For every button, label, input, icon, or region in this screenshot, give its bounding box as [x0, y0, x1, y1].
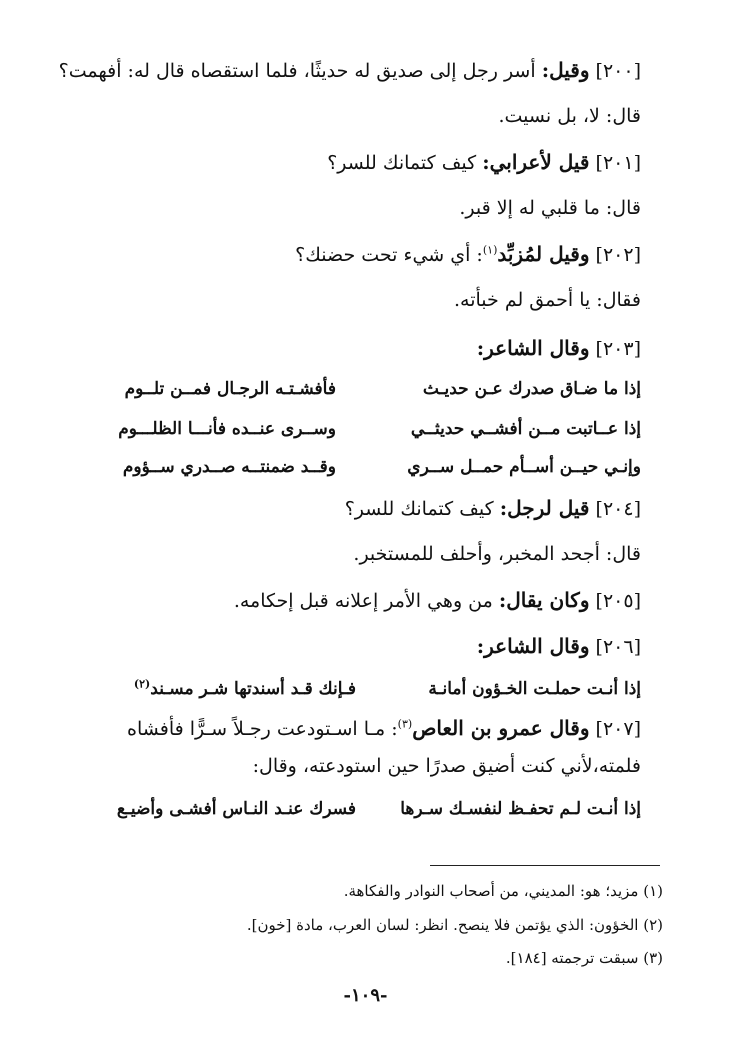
entry-204: [60, 494, 641, 523]
hemistich-first: إذا عــاتبت مــن أفشــي حديثــي: [410, 419, 641, 439]
entry-text: كيف كتمانك للسر؟: [327, 152, 477, 174]
entry-201: [60, 148, 641, 177]
entry-text: أسر رجل إلى صديق له حديثًا، فلما استقصاه قال له: أفهمت؟: [58, 60, 536, 82]
hemistich-second: وســرى عنــده فأنـــا الظلـــوم: [118, 419, 336, 439]
footnote-1: (١) مزيد؛ هو: المديني، من أصحاب النوادر والفكاهة.: [343, 882, 663, 900]
hemistich-second: فسرك عنـد النـاس أفشـى وأضيـع: [116, 799, 356, 819]
footnote-3: (٣) سبقت ترجمته [١٨٤].: [505, 949, 663, 967]
entry-200-reply: قال: لا، بل نسيت.: [498, 105, 641, 127]
entry-number: [٢٠٦]: [595, 636, 641, 658]
footnote-2: (٢) الخؤون: الذي يؤتمن فلا ينصح. انظر: لسان العرب، مادة [خون].: [246, 916, 663, 934]
hemistich-first: وإنـي حيــن أســأم حمــل ســري: [407, 457, 641, 477]
hemistich-second-wrap: [134, 676, 356, 702]
hemistich-first: إذا ما ضـاق صدرك عـن حديـث: [422, 379, 641, 399]
footnote-ref: (١): [482, 243, 498, 257]
entry-206: [60, 632, 641, 661]
hemistich-first: إذا أنـت لـم تحفـظ لنفسـك سـرها: [400, 799, 641, 819]
entry-203: [60, 334, 641, 363]
footnote-ref: (٣): [397, 717, 413, 731]
entry-number: [٢٠٣]: [595, 338, 641, 360]
entry-text: كيف كتمانك للسر؟: [344, 498, 494, 520]
entry-speaker: قيل لرجل:: [499, 496, 590, 520]
entry-speaker: وقال عمرو بن العاص: [412, 716, 590, 740]
entry-number: [٢٠٢]: [595, 244, 641, 266]
entry-number: [٢٠٠]: [595, 60, 641, 82]
entry-202: [60, 240, 641, 269]
entry-207: [68, 714, 641, 743]
page-number: -١٠٩-: [343, 985, 388, 1006]
entry-200: [60, 56, 641, 85]
hemistich-second: فـإنك قـد أسندتها شـر مسـند: [150, 679, 356, 699]
entry-speaker: وقال الشاعر:: [476, 336, 590, 360]
entry-speaker: قيل لأعرابي:: [482, 150, 590, 174]
entry-205: [60, 586, 641, 615]
footnote-divider: [430, 865, 660, 866]
entry-text: من وهي الأمر إعلانه قبل إحكامه.: [233, 590, 493, 612]
footnote-ref: (٢): [133, 677, 151, 691]
hemistich-first: إذا أنـت حملـت الخـؤون أمانـة: [428, 679, 641, 699]
hemistich-second: وقــد ضمنتــه صــدري ســؤوم: [122, 457, 336, 477]
entry-speaker: وقال الشاعر:: [476, 634, 590, 658]
entry-speaker: وكان يقال:: [498, 588, 590, 612]
entry-201-reply: قال: ما قلبي له إلا قبر.: [459, 197, 641, 219]
entry-204-reply: قال: أجحد المخبر، وأحلف للمستخبر.: [353, 543, 641, 565]
entry-text: : أي شيء تحت حضنك؟: [295, 244, 483, 266]
entry-number: [٢٠١]: [595, 152, 641, 174]
entry-number: [٢٠٥]: [595, 590, 641, 612]
entry-207-continuation: فلمته،لأني كنت أضيق صدرًا حين استودعته، وقال:: [252, 755, 641, 777]
entry-number: [٢٠٤]: [595, 498, 641, 520]
entry-text: : مـا اسـتودعت رجـلاً سـرًّا فأفشاه: [127, 718, 398, 740]
entry-202-reply: فقال: يا أحمق لم خبأته.: [454, 289, 641, 311]
entry-speaker: وقيل:: [541, 58, 590, 82]
hemistich-second: فأفشـتـه الرجـال فمــن تلــوم: [124, 379, 336, 399]
entry-number: [٢٠٧]: [595, 718, 641, 740]
entry-speaker: وقيل لمُزبِّد: [497, 242, 590, 266]
